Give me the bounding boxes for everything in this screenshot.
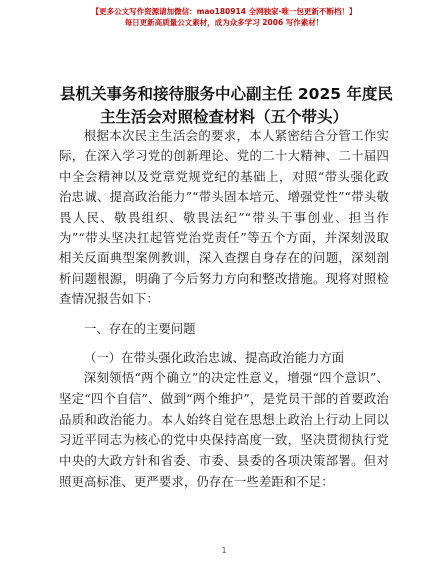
- document-title-line-1: 县机关事务和接待服务中心副主任 2025 年度民: [60, 85, 393, 103]
- subsection-heading-political-loyalty: （一）在带头强化政治忠诚、提高政治能力方面: [84, 350, 345, 365]
- subsection-body: [59, 368, 389, 493]
- subsection-paragraph: 深刻领悟“两个确立”的决定性意义，增强“四个意识”、坚定“四个自信”、做到“两个维护”，是党员干部的首要政治品质和政治能力。本人始终自觉在思想上政治上行动上同以习近平同志为核心的党中央保持高度一致，坚决贯彻执行党中央的大政方针和省委、市委、县委的各项决策部署。但对照更高标准、更严要求，仍存在一些差距和不足：: [59, 370, 389, 489]
- document-title: [60, 83, 393, 129]
- promo-banner: [0, 6, 448, 28]
- document-title-line-2: 主生活会对照检查材料（五个带头）: [99, 108, 348, 126]
- section-heading-main-problems: 一、存在的主要问题: [84, 321, 196, 336]
- page-number: 1: [221, 546, 227, 555]
- intro-section: [59, 126, 389, 310]
- promo-banner-line-1: 【更多公文写作资源请加微信：mao180914 全网独家·唯一包更新不断档！】: [91, 7, 357, 16]
- promo-banner-line-2: 每日更新高质量公文素材，成为众多学习 2006 写作素材！: [124, 18, 324, 27]
- intro-paragraph: 根据本次民主生活会的要求，本人紧密结合分管工作实际，在深入学习党的创新理论、党的二十大精神、二十届四中全会精神以及党章党规党纪的基础上，对照“带头强化政治忠诚、提高政治能力”“带头固本培元、增强党性”“带头敬畏人民、敬畏组织、敬畏法纪”“带头干事创业、担当作为”“带头坚决扛起管党治党责任”等五个方面，并深刻汲取相关反面典型案例教训，深入查摆自身存在的问题，深刻剖析问题根源，明确了今后努力方向和整改措施。现将对照检查情况报告如下：: [59, 128, 389, 307]
